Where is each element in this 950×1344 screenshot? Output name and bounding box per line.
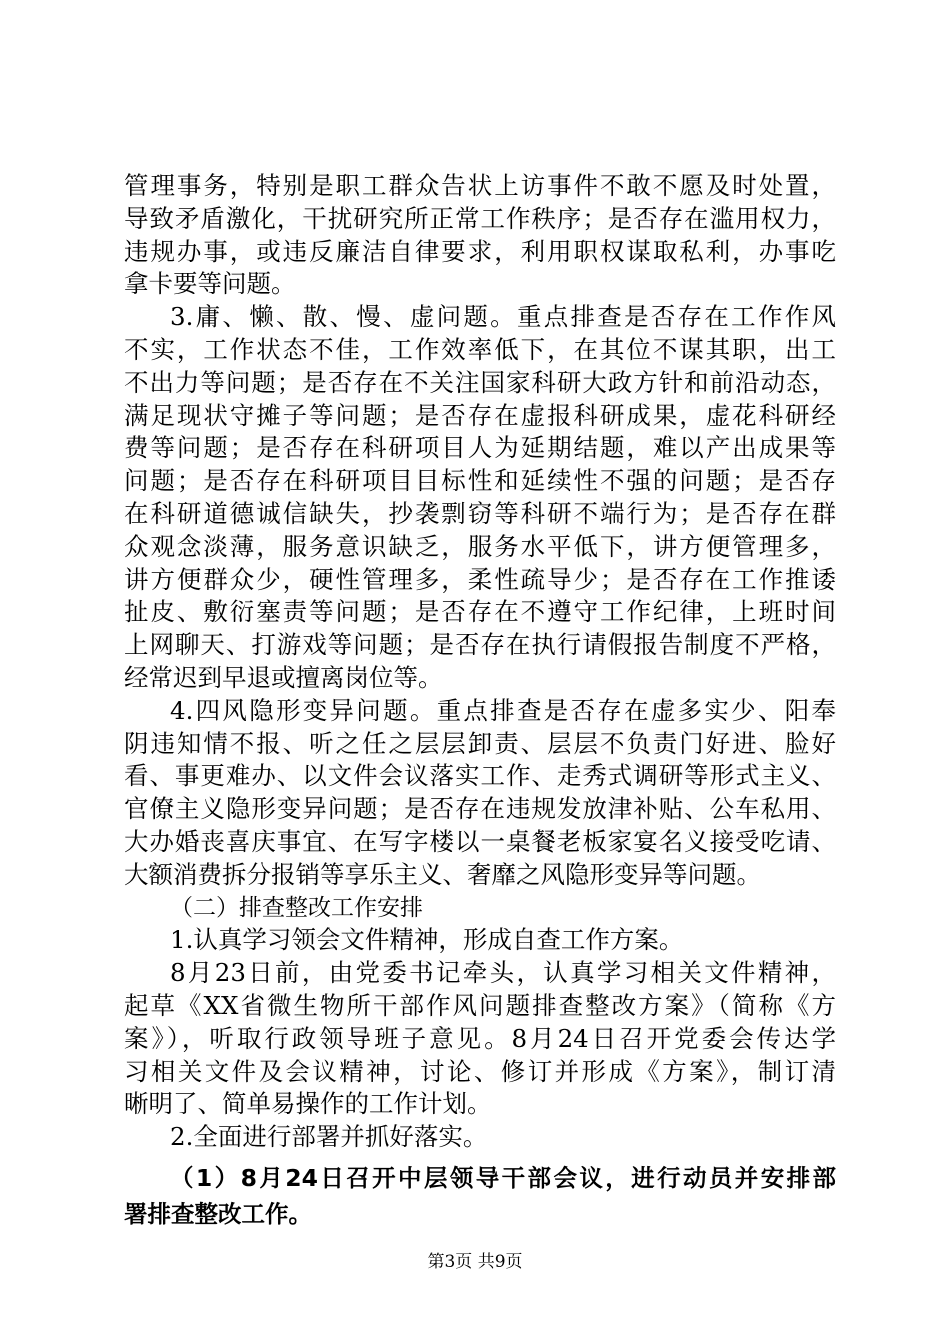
text-line: 扯皮、敷衍塞责等问题；是否存在不遵守工作纪律，上班时间 [124, 597, 836, 627]
numbered-item-1: 1.认真学习领会文件精神，形成自查工作方案。 [170, 925, 684, 955]
text-line: 讲方便群众少，硬性管理多，柔性疏导少；是否存在工作推诿 [124, 564, 836, 594]
text-line: 8月23日前，由党委书记牵头，认真学习相关文件精神， [170, 958, 836, 988]
numbered-item-2: 2.全面进行部署并抓好落实。 [170, 1122, 488, 1152]
text-line: 阴违知情不报、听之任之层层卸责、层层不负责门好进、脸好 [124, 728, 836, 758]
text-line: 大额消费拆分报销等享乐主义、奢靡之风隐形变异等问题。 [124, 859, 761, 889]
text-line: 看、事更难办、以文件会议落实工作、走秀式调研等形式主义、 [124, 761, 836, 791]
text-line: 众观念淡薄，服务意识缺乏，服务水平低下，讲方便管理多， [124, 531, 836, 561]
bold-subitem-continuation: 署排查整改工作。 [124, 1199, 312, 1228]
numbered-item-3: 3.庸、懒、散、慢、虚问题。重点排查是否存在工作作风 [170, 302, 836, 332]
page-number: 第3页 共9页 [427, 1252, 523, 1272]
text-line: 起草《XX省微生物所干部作风问题排查整改方案》（简称《方 [124, 990, 836, 1020]
text-line: 管理事务，特别是职工群众告状上访事件不敢不愿及时处置， [124, 171, 836, 200]
text-line: 拿卡要等问题。 [124, 269, 296, 299]
text-line: 习相关文件及会议精神，讨论、修订并形成《方案》，制订清 [124, 1056, 836, 1086]
numbered-item-4: 4.四风隐形变异问题。重点排查是否存在虚多实少、阳奉 [170, 695, 836, 725]
text-line: 问题；是否存在科研项目目标性和延续性不强的问题；是否存 [124, 466, 836, 496]
document-body [124, 170, 836, 1232]
text-line: 满足现状守摊子等问题；是否存在虚报科研成果，虚花科研经 [124, 400, 836, 430]
text-line: 晰明了、简单易操作的工作计划。 [124, 1089, 492, 1119]
bold-subitem: （1）8月24日召开中层领导干部会议，进行动员并安排部 [170, 1163, 836, 1192]
text-line: 大办婚丧喜庆事宜、在写字楼以一桌餐老板家宴名义接受吃请、 [124, 826, 836, 856]
text-line: 上网聊天、打游戏等问题；是否存在执行请假报告制度不严格， [124, 630, 836, 660]
text-line: 导致矛盾激化，干扰研究所正常工作秩序；是否存在滥用权力， [124, 203, 836, 233]
text-line: 费等问题；是否存在科研项目人为延期结题，难以产出成果等 [124, 433, 836, 463]
text-line: 在科研道德诚信缺失，抄袭剽窃等科研不端行为；是否存在群 [124, 498, 836, 528]
text-line: 不出力等问题；是否存在不关注国家科研大政方针和前沿动态， [124, 367, 836, 397]
section-heading: （二）排查整改工作安排 [170, 894, 423, 921]
text-line: 经常迟到早退或擅离岗位等。 [124, 662, 443, 692]
text-line: 不实，工作状态不佳，工作效率低下，在其位不谋其职，出工 [124, 334, 836, 364]
text-line: 案》），听取行政领导班子意见。8月24日召开党委会传达学 [124, 1023, 836, 1053]
text-line: 官僚主义隐形变异问题；是否存在违规发放津补贴、公车私用、 [124, 794, 836, 824]
text-line: 违规办事，或违反廉洁自律要求，利用职权谋取私利，办事吃 [124, 236, 836, 266]
